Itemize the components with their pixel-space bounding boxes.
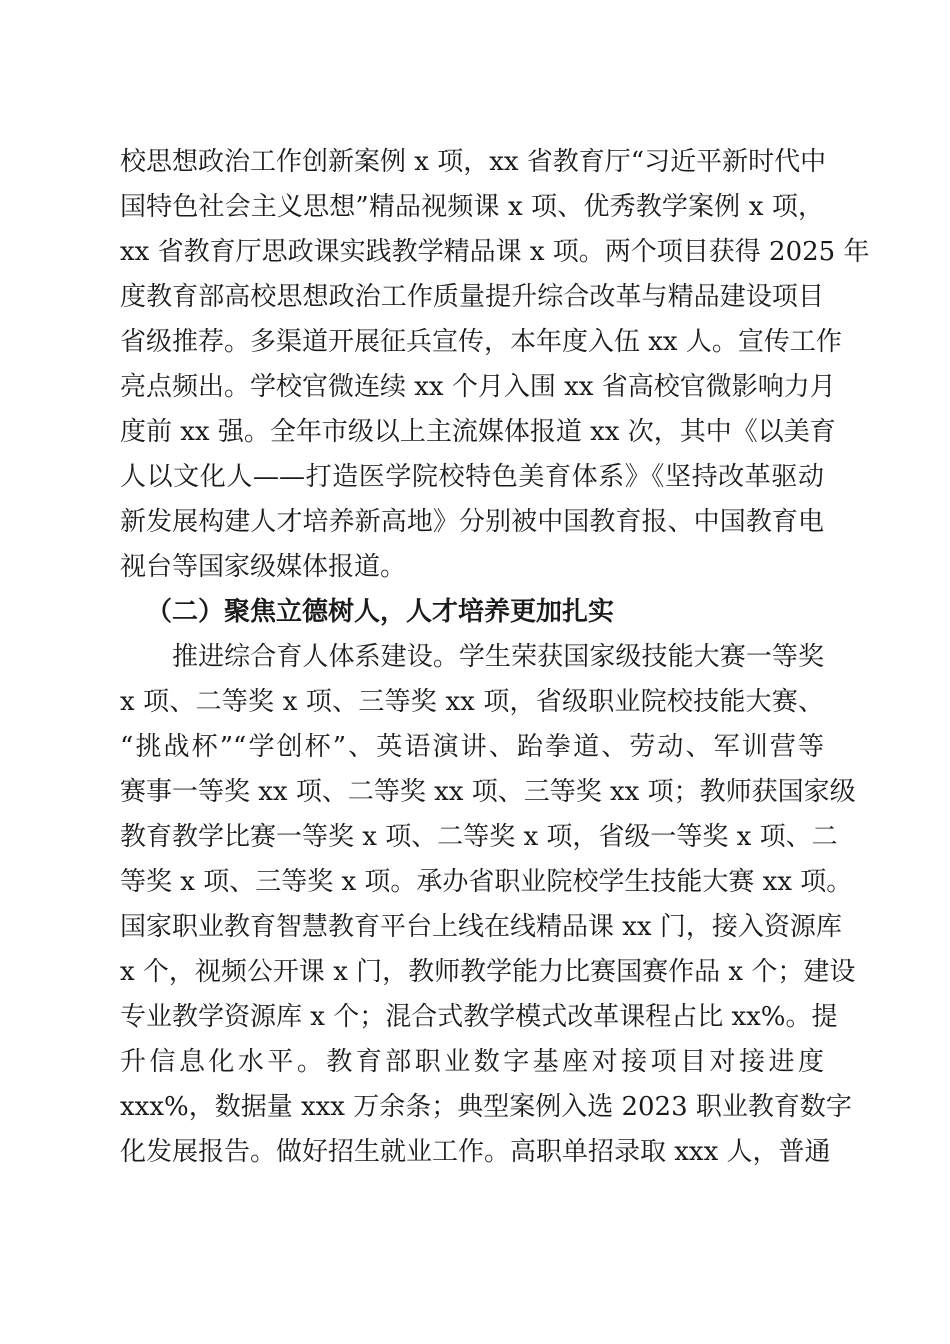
paragraph-line: 度前 xx 强。全年市级以上主流媒体报道 xx 次，其中《以美育 <box>120 417 836 447</box>
paragraph-line: 新发展构建人才培养新高地》分别被中国教育报、中国教育电 <box>120 507 824 537</box>
document-page <box>120 140 870 1175</box>
paragraph-line: 校思想政治工作创新案例 x 项，xx 省教育厅“习近平新时代中 <box>120 147 827 177</box>
paragraph-line: “挑战杯”“学创杯”、英语演讲、跆拳道、劳动、军训营等 <box>120 732 824 762</box>
paragraph-line: x 个，视频公开课 x 门，教师教学能力比赛国赛作品 x 个；建设 <box>120 957 856 987</box>
paragraph-line: 等奖 x 项、三等奖 x 项。承办省职业院校学生技能大赛 xx 项。 <box>120 867 853 897</box>
paragraph-line: 度教育部高校思想政治工作质量提升综合改革与精品建设项目 <box>120 282 824 312</box>
paragraph-talent-training <box>120 635 856 1175</box>
paragraph-line: 化发展报告。做好招生就业工作。高职单招录取 xxx 人，普通 <box>120 1137 831 1167</box>
paragraph-line: 人以文化人——打造医学院校特色美育体系》《坚持改革驱动 <box>120 462 824 492</box>
paragraph-line: 视台等国家级媒体报道。 <box>120 552 407 582</box>
section-heading: （二）聚焦立德树人，人才培养更加扎实 <box>146 597 615 627</box>
paragraph-line: xxx%，数据量 xxx 万余条；典型案例入选 2023 职业教育数字 <box>120 1092 852 1122</box>
paragraph-line: 专业教学资源库 x 个；混合式教学模式改革课程占比 xx%。提 <box>120 1002 838 1032</box>
paragraph-line: 升信息化水平。教育部职业数字基座对接项目对接进度 <box>120 1047 824 1077</box>
paragraph-line: 国特色社会主义思想”精品视频课 x 项、优秀教学案例 x 项， <box>120 192 824 222</box>
paragraph-line: 亮点频出。学校官微连续 xx 个月入围 xx 省高校官微影响力月 <box>120 372 836 402</box>
paragraph-line: 赛事一等奖 xx 项、二等奖 xx 项、三等奖 xx 项；教师获国家级 <box>120 777 856 807</box>
paragraph-line: 推进综合育人体系建设。学生荣获国家级技能大赛一等奖 <box>172 642 824 672</box>
paragraph-line: 教育教学比赛一等奖 x 项、二等奖 x 项，省级一等奖 x 项、二 <box>120 822 838 852</box>
paragraph-line: x 项、二等奖 x 项、三等奖 xx 项，省级职业院校技能大赛、 <box>120 687 824 717</box>
paragraph-media-achievements <box>120 140 870 590</box>
paragraph-line: xx 省教育厅思政课实践教学精品课 x 项。两个项目获得 2025 年 <box>120 237 870 267</box>
paragraph-line: 省级推荐。多渠道开展征兵宣传，本年度入伍 xx 人。宣传工作 <box>120 327 842 357</box>
paragraph-line: 国家职业教育智慧教育平台上线在线精品课 xx 门，接入资源库 <box>120 912 842 942</box>
